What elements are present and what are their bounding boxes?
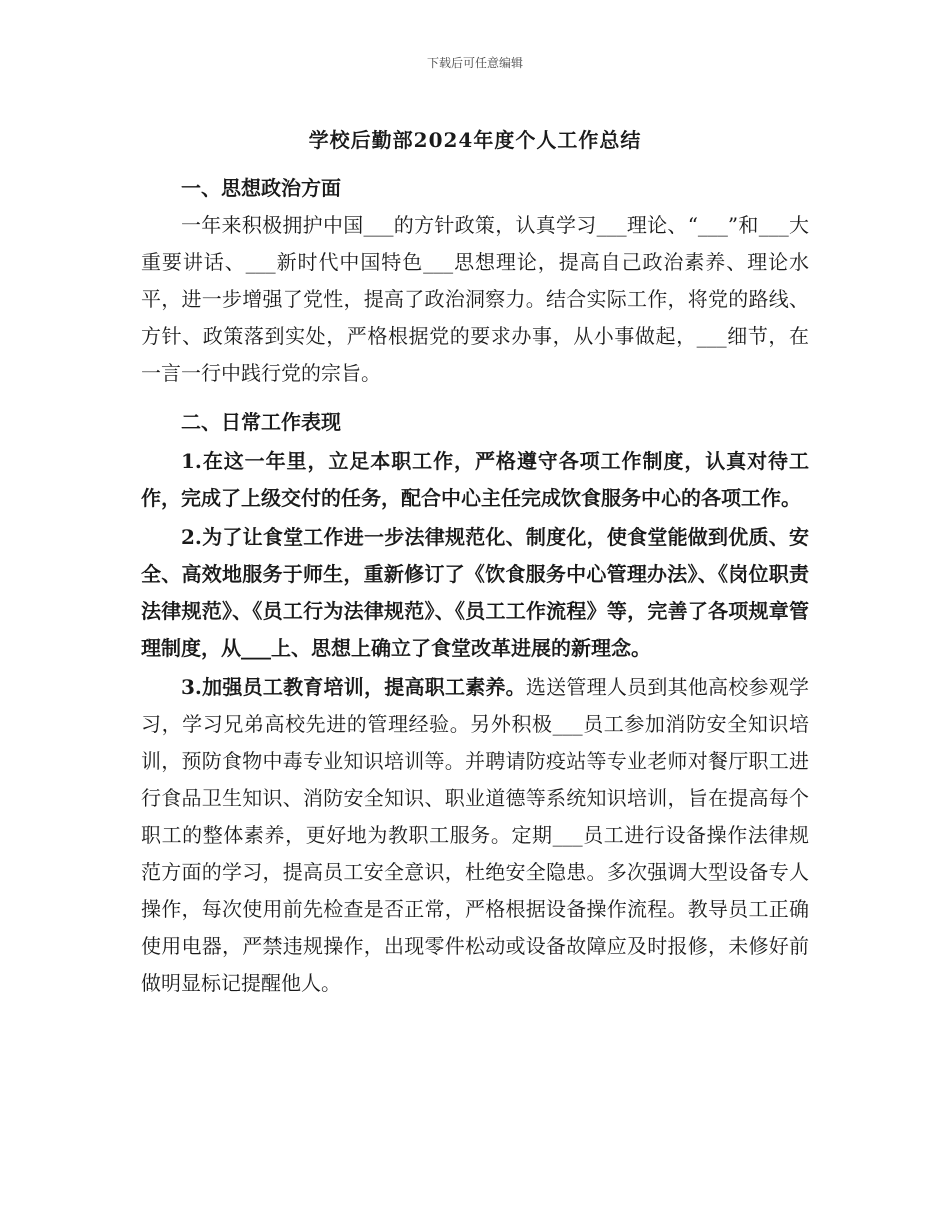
item-3-bold-text: 3.加强员工教育培训，提高职工素养。 [181,675,526,699]
paragraph-item-3 [141,669,809,1002]
header-note: 下载后可任意编辑 [426,56,523,70]
paragraph-item-2 [141,519,809,667]
document-body [141,170,809,1002]
paragraph-item-1 [141,443,809,517]
item-2-bold-text: 2.为了让食堂工作进一步法律规范化、制度化，使食堂能做到优质、安全、高效地服务于师生，重新修订了《饮食服务中心管理办法》、《岗位职责法律规范》、《员工行为法律规范》、《员工工作流程》等，完善了各项规章管理制度，从___上、思想上确立了食堂改革进展的新理念。 [141,525,809,660]
document-title: 学校后勤部2024年度个人工作总结 [308,128,642,152]
item-1-bold-text: 1.在这一年里，立足本职工作，严格遵守各项工作制度，认真对待工作，完成了上级交付的任务，配合中心主任完成饮食服务中心的各项工作。 [141,449,809,510]
item-3-normal-text: 选送管理人员到其他高校参观学习，学习兄弟高校先进的管理经验。另外积极___员工参加消防安全知识培训，预防食物中毒专业知识培训等。并聘请防疫站等专业老师对餐厅职工进行食品卫生知识、消防安全知识、职业道德等系统知识培训，旨在提高每个职工的整体素养，更好地为教职工服务。定期___员工进行设备操作法律规范方面的学习，提高员工安全意识，杜绝安全隐患。多次强调大型设备专人操作，每次使用前先检查是否正常，严格根据设备操作流程。教导员工正确使用电器，严禁违规操作，出现零件松动或设备故障应及时报修，未修好前做明显标记提醒他人。 [141,675,810,995]
section-heading-daily-work: 二、日常工作表现 [181,410,341,434]
paragraph-politics: 一年来积极拥护中国___的方针政策，认真学习___理论、“___”和___大重要讲话、___新时代中国特色___思想理论，提高自己政治素养、理论水平，进一步增强了党性，提高了政治洞察力。结合实际工作，将党的路线、方针、政策落到实处，严格根据党的要求办事，从小事做起，___细节，在一言一行中践行党的宗旨。 [141,213,809,385]
section-heading-politics: 一、思想政治方面 [181,176,341,200]
